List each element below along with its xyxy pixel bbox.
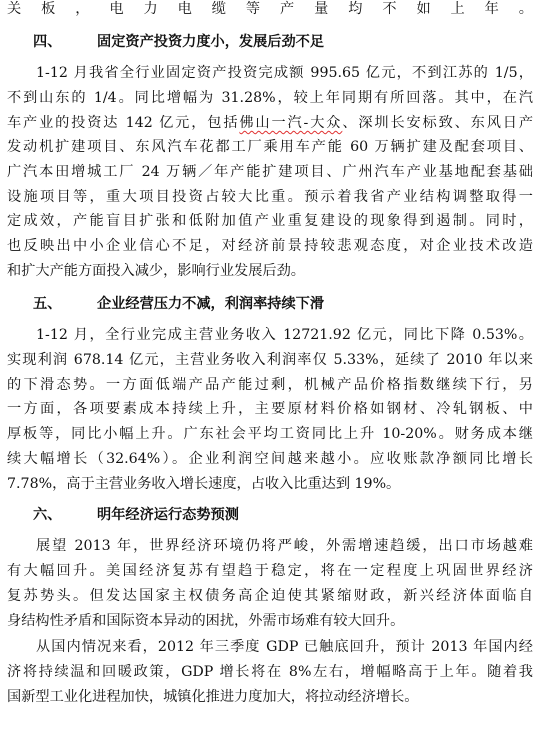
spellcheck-underlined-text: 佛山一汽-大众 (239, 115, 343, 131)
section-number: 六、 (33, 507, 62, 523)
paragraph-line: 的下滑态势。一方面低端产品产能过剩，机械产品价格指数继续下行，另 (7, 377, 533, 393)
paragraph-line: 国新型工业化进程加快，城镇化推进力度加大，将拉动经济增长。 (7, 689, 419, 705)
section-number: 五、 (33, 296, 62, 312)
paragraph-line: 不到山东的 1/4。同比增幅为 31.28%，较上年同期有所回落。其中，在汽 (7, 90, 533, 106)
paragraph-line: 设施项目等，重大项目投资占较大比重。预示着我省产业结构调整取得一 (7, 189, 533, 205)
section-title: 固定资产投资力度小，发展后劲不足 (97, 34, 325, 50)
paragraph-line: 关板，电力电缆等产量均不如上年。 (7, 1, 533, 17)
section-title: 企业经营压力不减，利润率持续下滑 (97, 296, 325, 312)
paragraph-line: 从国内情况来看，2012 年三季度 GDP 已触底回升，预计 2013 年国内经 (36, 639, 533, 655)
paragraph-line: 7.78%，高于主营业务收入增长速度，占收入比重达到 19%。 (7, 476, 401, 492)
paragraph-line: 1-12 月，全行业完成主营业务收入 12721.92 亿元，同比下降 0.53%。 (36, 327, 533, 343)
paragraph-line: 定成效，产能盲目扩张和低附加值产业重复建设的现象得到遏制。同时， (7, 213, 533, 229)
paragraph-line: 也反映出中小企业信心不足，对经济前景持较悲观态度，对企业技术改造 (7, 238, 533, 254)
paragraph-line: 厚板等，同比小幅上升。广东社会平均工资同比上升 10-20%。财务成本继 (7, 426, 533, 442)
section-title: 明年经济运行态势预测 (97, 507, 239, 523)
section-heading (7, 30, 533, 54)
paragraph-line: 展望 2013 年，世界经济环境仍将严峻，外需增速趋缓，出口市场越难 (36, 538, 533, 554)
section-heading (7, 292, 533, 316)
paragraph-line: 有大幅回升。美国经济复苏有望趋于稳定，将在一定程度上巩固世界经济 (7, 563, 533, 579)
paragraph-line: 续大幅增长（32.64%）。企业利润空间越来越小。应收账款净额同比增长 (7, 451, 533, 467)
paragraph-line: 一方面，各项要素成本持续上升，主要原材料价格如钢材、冷轧钢板、中 (7, 401, 533, 417)
paragraph-line: 广汽本田增城工厂 24 万辆／年产能扩建项目、广州汽车产业基地配套基础 (7, 164, 533, 180)
section-heading (7, 503, 533, 527)
paragraph-line: 车产业的投资达 142 亿元，包括佛山一汽-大众、深圳长安标致、东风日产 (7, 115, 533, 131)
paragraph-line: 济将持续温和回暖政策，GDP 增长将在 8%左右，增幅略高于上年。随着我 (7, 664, 533, 680)
section-number: 四、 (33, 34, 62, 50)
paragraph-line: 和扩大产能方面投入减少，影响行业发展后劲。 (7, 263, 305, 279)
paragraph-line: 复苏势头。但发达国家主权债务高企迫使其紧缩财政，新兴经济体面临自 (7, 588, 533, 604)
paragraph-line: 1-12 月我省全行业固定资产投资完成额 995.65 亿元，不到江苏的 1/5， (36, 65, 533, 81)
paragraph-line: 发动机扩建项目、东风汽车花都工厂乘用车产能 60 万辆扩建及配套项目、 (7, 139, 533, 155)
paragraph-line: 身结构性矛盾和国际资本异动的困扰，外需市场难有较大回升。 (7, 613, 405, 629)
paragraph-line: 实现利润 678.14 亿元，主营业务收入利润率仅 5.33%，延续了 2010 年以来 (7, 352, 533, 368)
